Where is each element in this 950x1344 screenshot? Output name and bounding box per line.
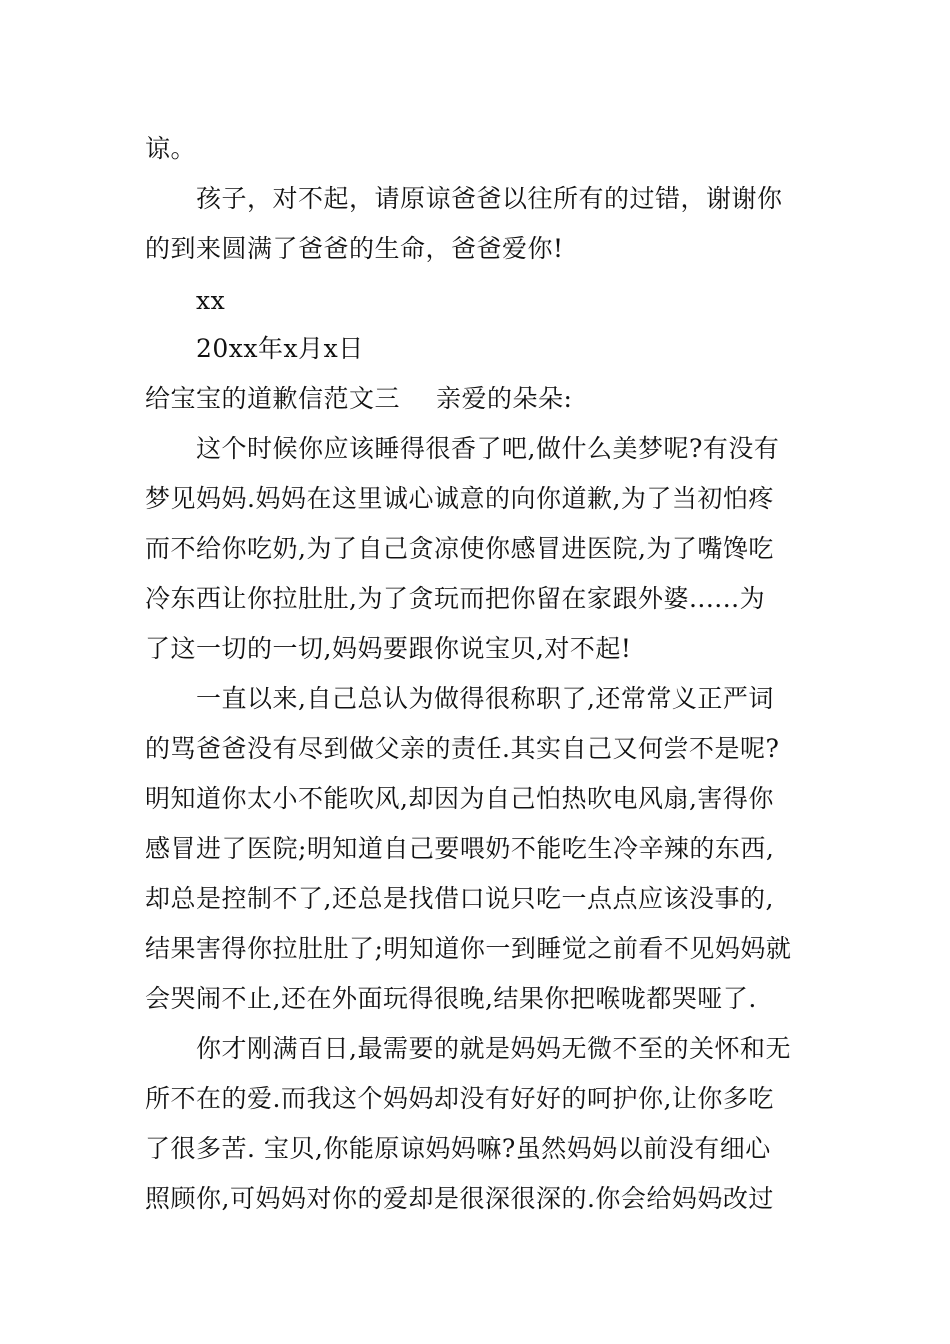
text-line: 梦见妈妈.妈妈在这里诚心诚意的向你道歉,为了当初怕疼 (145, 484, 774, 513)
text-line: 的到来圆满了爸爸的生命，爸爸爱你! (145, 234, 564, 263)
text-line: 明知道你太小不能吹风,却因为自己怕热吹电风扇,害得你 (145, 784, 774, 813)
text-line: 而不给你吃奶,为了自己贪凉使你感冒进医院,为了嘴馋吃 (145, 534, 774, 563)
text-line: 这个时候你应该睡得很香了吧,做什么美梦呢?有没有 (196, 434, 780, 463)
signature-name: xx (196, 286, 226, 315)
text-line: 冷东西让你拉肚肚,为了贪玩而把你留在家跟外婆......为 (145, 584, 766, 613)
text-line: 的骂爸爸没有尽到做父亲的责任.其实自己又何尝不是呢? (145, 734, 780, 763)
text-line: 谅。 (145, 134, 197, 163)
text-line: 却总是控制不了,还总是找借口说只吃一点点应该没事的, (145, 884, 774, 913)
text-line: 所不在的爱.而我这个妈妈却没有好好的呵护你,让你多吃 (145, 1084, 774, 1113)
text-line: 你才刚满百日,最需要的就是妈妈无微不至的关怀和无 (196, 1034, 791, 1063)
text-line: 照顾你,可妈妈对你的爱却是很深很深的.你会给妈妈改过 (145, 1184, 774, 1213)
signature-date: 20xx年x月x日 (196, 334, 364, 363)
text-line: 一直以来,自己总认为做得很称职了,还常常义正严词 (196, 684, 774, 713)
text-line: 会哭闹不止,还在外面玩得很晚,结果你把喉咙都哭哑了. (145, 984, 757, 1013)
section-title: 给宝宝的道歉信范文三 (145, 384, 401, 413)
section-heading-line (145, 384, 825, 414)
text-line: 结果害得你拉肚肚了;明知道你一到睡觉之前看不见妈妈就 (145, 934, 792, 963)
text-line: 孩子，对不起，请原谅爸爸以往所有的过错，谢谢你 (196, 184, 783, 213)
text-line: 了很多苦. 宝贝,你能原谅妈妈嘛?虽然妈妈以前没有细心 (145, 1134, 771, 1163)
text-line: 了这一切的一切,妈妈要跟你说宝贝,对不起! (145, 634, 632, 663)
text-line: 感冒进了医院;明知道自己要喂奶不能吃生冷辛辣的东西, (145, 834, 775, 863)
salutation: 亲爱的朵朵: (436, 384, 573, 413)
